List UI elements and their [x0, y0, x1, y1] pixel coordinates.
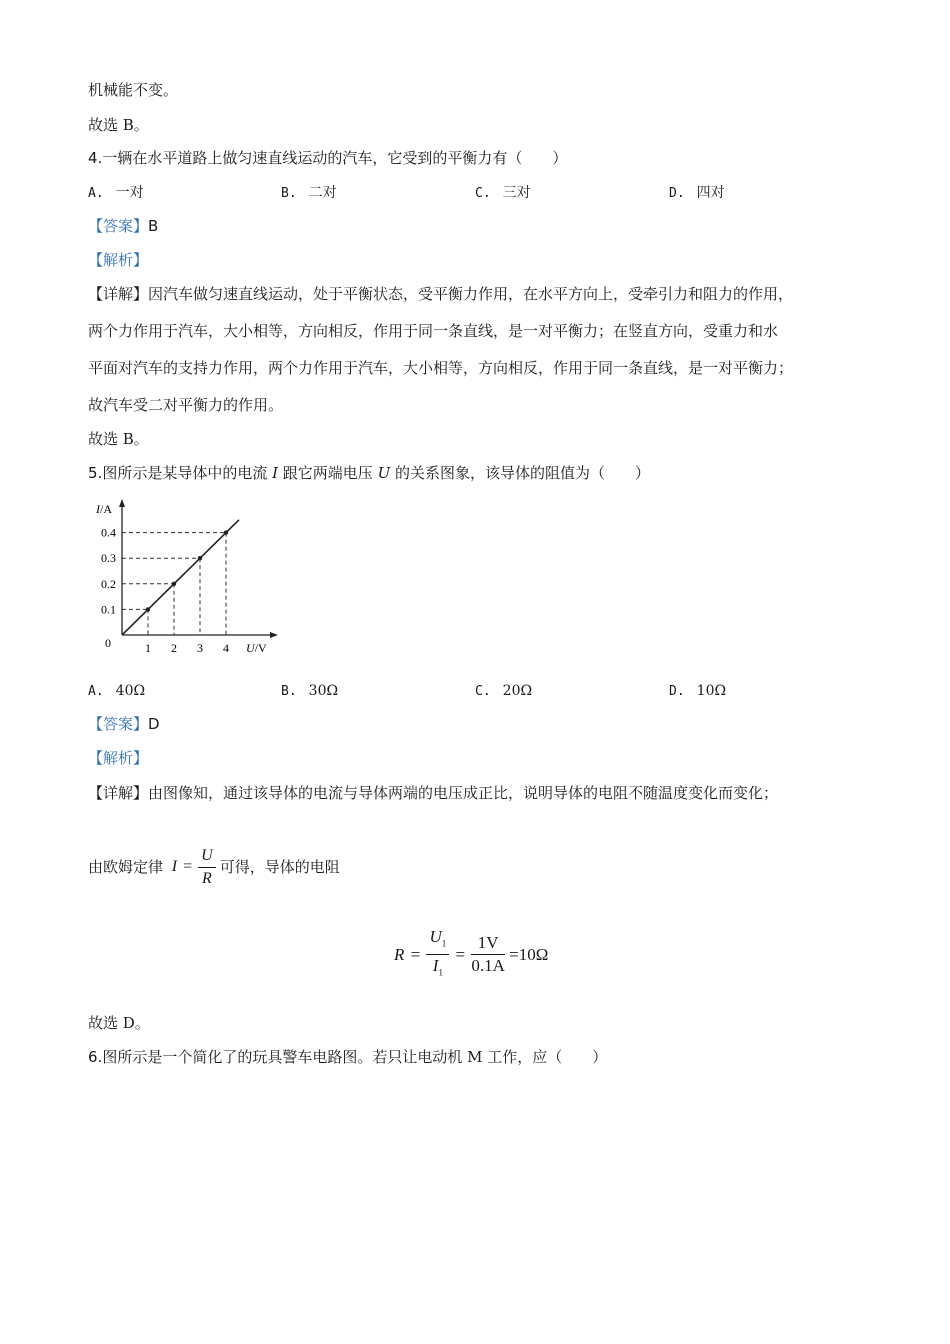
- answer-tag: 【答案】: [88, 715, 149, 733]
- q5-detail-line-1: 【详解】由图像知，通过该导体的电流与导体两端的电压成正比，说明导体的电阻不随温度变化而变化；: [88, 784, 779, 802]
- q5-stem: 5.图所示是某导体中的电流 I 跟它两端电压 U 的关系图象，该导体的阻值为（ ）: [88, 464, 651, 482]
- graph-labels: [95, 502, 267, 655]
- x-axis-arrow: [270, 632, 278, 638]
- q4-conclusion: 故选 B。: [88, 430, 149, 448]
- calc-fraction-1: $\frac{U_1}{I_1}$: [426, 926, 449, 984]
- var-i: I: [272, 464, 279, 482]
- ohm-fraction: $\frac{U}{R}$: [198, 845, 216, 890]
- y-axis-label: I/A: [96, 502, 112, 516]
- q5-answer: [88, 714, 160, 734]
- q4-option-a: A. 一对: [88, 185, 144, 201]
- graph-marks: [122, 520, 239, 635]
- q5-answer-value: D: [148, 715, 160, 733]
- q4-answer-value: B: [148, 217, 159, 235]
- q4-stem-text: 一辆在水平道路上做匀速直线运动的汽车，它受到的平衡力有（ ）: [102, 149, 568, 167]
- q5-calculation: R = $\frac{U_1}{I_1}$ = $\frac{1V}{0.1A}$ =10Ω: [394, 926, 548, 984]
- calc-fraction-2: $\frac{1V}{0.1A}$: [471, 933, 505, 976]
- q5-option-a: A. 40Ω: [88, 683, 146, 699]
- data-point-2: [172, 582, 176, 586]
- answer-tag: 【答案】: [88, 217, 149, 235]
- q4-analysis-tag: 【解析】: [88, 251, 149, 269]
- var-u: U: [377, 464, 391, 482]
- origin-label: 0: [105, 636, 111, 650]
- q4-option-c: C. 三对: [475, 185, 531, 201]
- q4-detail-line-4: 故汽车受二对平衡力的作用。: [88, 396, 284, 414]
- q4-option-b: B. 二对: [281, 185, 337, 201]
- x-axis-label: U/V: [246, 641, 267, 655]
- q4-number: 4.: [88, 149, 103, 167]
- x-tick-label-3: 3: [197, 641, 203, 655]
- q5-conclusion: 故选 D。: [88, 1014, 150, 1032]
- q4-stem: [88, 148, 567, 168]
- data-point-1: [146, 607, 150, 611]
- series-line-1: [122, 520, 239, 635]
- q5-analysis-tag: 【解析】: [88, 749, 149, 767]
- q4-detail-line-1: 【详解】因汽车做匀速直线运动，处于平衡状态，受平衡力作用，在水平方向上，受牵引力和阻力的作用，: [88, 285, 794, 303]
- q4-detail-line-2: 两个力作用于汽车，大小相等，方向相反，作用于同一条直线，是一对平衡力；在竖直方向，受重力和水: [88, 322, 779, 340]
- graph-axes: [119, 499, 278, 638]
- ohm-formula: I = $\frac{U}{R}$: [172, 858, 220, 875]
- x-tick-label-2: 2: [171, 641, 177, 655]
- q5-ohm-line: 由欧姆定律 I = $\frac{U}{R}$ 可得，导体的电阻: [88, 842, 340, 891]
- q4-option-d: D. 四对: [669, 185, 725, 201]
- y-tick-label-3: 0.3: [101, 551, 116, 566]
- q3-text-line: 机械能不变。: [88, 81, 179, 99]
- x-tick-label-4: 4: [223, 641, 229, 655]
- q6-stem: 6.图所示是一个简化了的玩具警车电路图。若只让电动机 M 工作，应（ ）: [88, 1048, 608, 1066]
- q6-number: 6.: [88, 1048, 103, 1066]
- x-tick-label-1: 1: [145, 641, 151, 655]
- data-point-3: [198, 556, 202, 560]
- y-axis-arrow: [119, 499, 125, 507]
- q4-detail-line-3: 平面对汽车的支持力作用，两个力作用于汽车，大小相等，方向相反，作用于同一条直线，是一对平衡力；: [88, 359, 794, 377]
- y-tick-label-4: 0.4: [101, 525, 116, 540]
- detail-tag: 【详解】: [88, 285, 149, 303]
- q5-option-d: D. 10Ω: [669, 683, 727, 699]
- detail-tag: 【详解】: [88, 784, 149, 802]
- data-point-4: [224, 530, 228, 534]
- q3-conclusion: 故选 B。: [88, 116, 149, 134]
- y-tick-label-1: 0.1: [101, 602, 116, 617]
- q5-option-c: C. 20Ω: [475, 683, 533, 699]
- q4-answer: [88, 216, 158, 236]
- iu-graph: [88, 497, 288, 659]
- q5-number: 5.: [88, 464, 103, 482]
- y-tick-label-2: 0.2: [101, 576, 116, 591]
- q5-option-b: B. 30Ω: [281, 683, 339, 699]
